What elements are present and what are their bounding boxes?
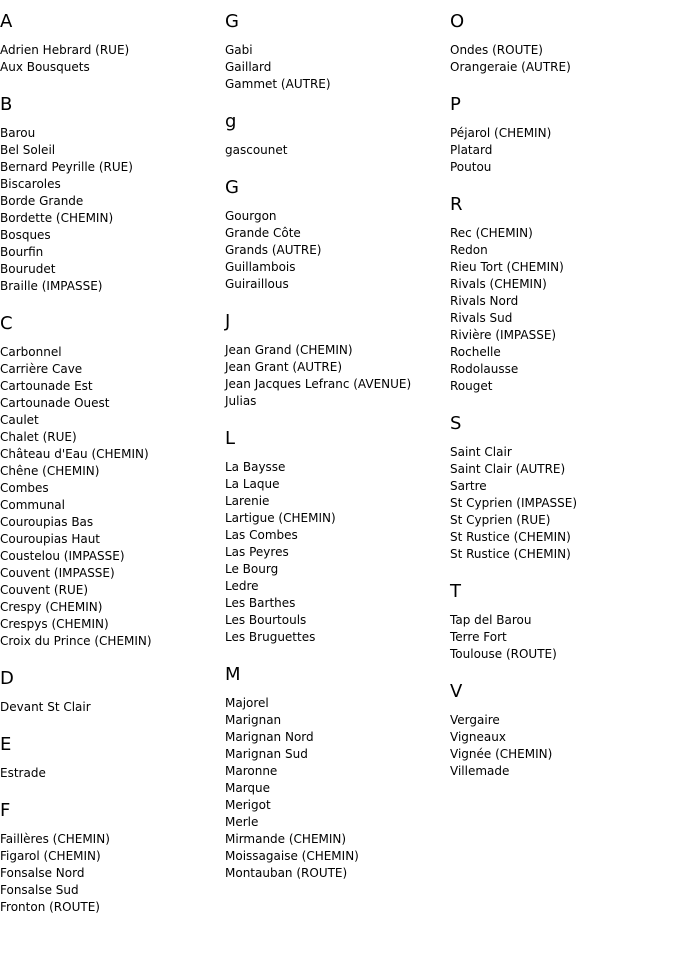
street-list (225, 695, 450, 882)
street-list (0, 125, 225, 295)
street-list (0, 344, 225, 650)
street-name: Figarol (CHEMIN) (0, 849, 101, 863)
street-name: Coustelou (IMPASSE) (0, 549, 125, 563)
street-name: Larenie (225, 494, 270, 508)
letter-section (225, 312, 450, 410)
street-name: Péjarol (CHEMIN) (450, 126, 552, 140)
street-name: Gammet (AUTRE) (225, 77, 331, 91)
street-name: Adrien Hebrard (RUE) (0, 43, 130, 57)
street-name: Vigneaux (450, 730, 506, 744)
street-name: Les Bourtouls (225, 613, 307, 627)
street-name: Gourgon (225, 209, 277, 223)
letter-section (450, 195, 675, 395)
section-letter-heading: g (225, 111, 237, 132)
street-name: La Baysse (225, 460, 286, 474)
street-list (0, 699, 225, 716)
letter-section (0, 314, 225, 650)
street-name: Vignée (CHEMIN) (450, 747, 553, 761)
street-name: Barou (0, 126, 36, 140)
street-name: St Cyprien (IMPASSE) (450, 496, 578, 510)
street-name: Ondes (ROUTE) (450, 43, 543, 57)
street-name: Caulet (0, 413, 39, 427)
letter-section (225, 12, 450, 93)
street-name: Aux Bousquets (0, 60, 90, 74)
letter-section (225, 665, 450, 882)
street-name: Bernard Peyrille (RUE) (0, 160, 133, 174)
street-name: Rouget (450, 379, 493, 393)
street-name: Estrade (0, 766, 46, 780)
street-name: Guiraillous (225, 277, 289, 291)
section-letter-heading: O (450, 11, 465, 32)
street-name: Redon (450, 243, 488, 257)
street-list (0, 42, 225, 76)
section-letter-heading: E (0, 734, 12, 755)
section-letter-heading: F (0, 800, 11, 821)
street-name: Chalet (RUE) (0, 430, 77, 444)
letter-section (0, 95, 225, 295)
street-name: Majorel (225, 696, 269, 710)
street-name: Chêne (CHEMIN) (0, 464, 100, 478)
letter-section (225, 178, 450, 293)
street-name: Cartounade Est (0, 379, 93, 393)
street-name: Cartounade Ouest (0, 396, 110, 410)
street-name: Braille (IMPASSE) (0, 279, 103, 293)
street-name: Rivals Sud (450, 311, 513, 325)
street-list (450, 225, 675, 395)
street-name: Crespy (CHEMIN) (0, 600, 103, 614)
street-list (225, 459, 450, 646)
street-name: Le Bourg (225, 562, 279, 576)
street-name: Marque (225, 781, 271, 795)
street-name: Borde Grande (0, 194, 84, 208)
section-letter-heading: G (225, 11, 239, 32)
section-letter-heading: M (225, 664, 241, 685)
street-name: Devant St Clair (0, 700, 91, 714)
street-name: St Rustice (CHEMIN) (450, 530, 571, 544)
street-name: Rochelle (450, 345, 501, 359)
street-name: Marignan Nord (225, 730, 314, 744)
street-list (450, 42, 675, 76)
street-name: Marignan (225, 713, 282, 727)
street-list (450, 444, 675, 563)
street-name: Saint Clair (450, 445, 512, 459)
street-name: Fonsalse Sud (0, 883, 79, 897)
street-name: Poutou (450, 160, 492, 174)
street-name: Les Barthes (225, 596, 296, 610)
street-name: Las Peyres (225, 545, 289, 559)
section-letter-heading: V (450, 681, 463, 702)
section-letter-heading: R (450, 194, 463, 215)
street-name: Moissagaise (CHEMIN) (225, 849, 359, 863)
street-name: Merle (225, 815, 259, 829)
street-name: Marignan Sud (225, 747, 308, 761)
letter-section (450, 582, 675, 663)
street-name: Sartre (450, 479, 487, 493)
letter-section (450, 95, 675, 176)
street-name: Grande Côte (225, 226, 301, 240)
street-name: Toulouse (ROUTE) (450, 647, 557, 661)
street-name: Vergaire (450, 713, 500, 727)
street-name: Rieu Tort (CHEMIN) (450, 260, 564, 274)
street-list (225, 42, 450, 93)
street-name: Communal (0, 498, 65, 512)
street-name: Ledre (225, 579, 259, 593)
index-column-2 (225, 0, 450, 882)
section-letter-heading: P (450, 94, 461, 115)
street-name: Montauban (ROUTE) (225, 866, 348, 880)
section-letter-heading: A (0, 11, 13, 32)
letter-section (0, 735, 225, 782)
street-name: gascounet (225, 143, 288, 157)
street-name: Couvent (RUE) (0, 583, 89, 597)
street-list (0, 831, 225, 916)
street-name: Croix du Prince (CHEMIN) (0, 634, 152, 648)
street-name: Carrière Cave (0, 362, 83, 376)
street-list (225, 142, 450, 159)
letter-section (450, 682, 675, 780)
street-list (225, 208, 450, 293)
street-name: Château d'Eau (CHEMIN) (0, 447, 149, 461)
street-name: La Laque (225, 477, 280, 491)
index-column-1 (0, 0, 225, 916)
street-name: Platard (450, 143, 493, 157)
street-name: Mirmande (CHEMIN) (225, 832, 347, 846)
street-name: Guillambois (225, 260, 296, 274)
letter-section (225, 112, 450, 159)
street-name: Julias (225, 394, 257, 408)
street-name: Carbonnel (0, 345, 62, 359)
street-name: Rivals (CHEMIN) (450, 277, 547, 291)
street-name: Rodolausse (450, 362, 519, 376)
street-name: Saint Clair (AUTRE) (450, 462, 566, 476)
letter-section (0, 12, 225, 76)
street-name: Villemade (450, 764, 510, 778)
street-name: Gaillard (225, 60, 272, 74)
street-name: Terre Fort (450, 630, 507, 644)
section-letter-heading: C (0, 313, 13, 334)
street-list (450, 125, 675, 176)
street-name: Faillères (CHEMIN) (0, 832, 110, 846)
letter-section (0, 801, 225, 916)
street-name: Maronne (225, 764, 278, 778)
index-column-3 (450, 0, 675, 780)
street-name: Bordette (CHEMIN) (0, 211, 114, 225)
street-list (450, 612, 675, 663)
street-name: Les Bruguettes (225, 630, 316, 644)
street-name: Bel Soleil (0, 143, 56, 157)
street-name: Orangeraie (AUTRE) (450, 60, 571, 74)
street-name: Jean Jacques Lefranc (AVENUE) (225, 377, 412, 391)
street-name: Biscaroles (0, 177, 61, 191)
street-name: Jean Grant (AUTRE) (225, 360, 343, 374)
street-name: Merigot (225, 798, 271, 812)
street-name: Bosques (0, 228, 51, 242)
street-name: Rivals Nord (450, 294, 519, 308)
street-name: Combes (0, 481, 49, 495)
letter-section (225, 429, 450, 646)
section-letter-heading: T (450, 581, 461, 602)
section-letter-heading: J (225, 311, 231, 332)
street-name: Bourudet (0, 262, 56, 276)
section-letter-heading: L (225, 428, 236, 449)
street-name: Crespys (CHEMIN) (0, 617, 109, 631)
street-name: Gabi (225, 43, 253, 57)
street-name: Fonsalse Nord (0, 866, 85, 880)
street-name: Couroupias Bas (0, 515, 94, 529)
street-name: Lartigue (CHEMIN) (225, 511, 336, 525)
letter-section (450, 12, 675, 76)
street-name: Rivière (IMPASSE) (450, 328, 557, 342)
street-name: St Rustice (CHEMIN) (450, 547, 571, 561)
section-letter-heading: B (0, 94, 13, 115)
section-letter-heading: D (0, 668, 14, 689)
street-name: Tap del Barou (450, 613, 532, 627)
street-list (450, 712, 675, 780)
letter-section (450, 414, 675, 563)
street-name: Jean Grand (CHEMIN) (225, 343, 353, 357)
street-name: Bourfin (0, 245, 44, 259)
section-letter-heading: S (450, 413, 462, 434)
street-name: Grands (AUTRE) (225, 243, 322, 257)
letter-section (0, 669, 225, 716)
street-name: Fronton (ROUTE) (0, 900, 100, 914)
section-letter-heading: G (225, 177, 239, 198)
street-name: St Cyprien (RUE) (450, 513, 551, 527)
street-name: Couroupias Haut (0, 532, 101, 546)
street-list (0, 765, 225, 782)
street-name: Couvent (IMPASSE) (0, 566, 115, 580)
street-list (225, 342, 450, 410)
street-name: Las Combes (225, 528, 298, 542)
street-name: Rec (CHEMIN) (450, 226, 533, 240)
